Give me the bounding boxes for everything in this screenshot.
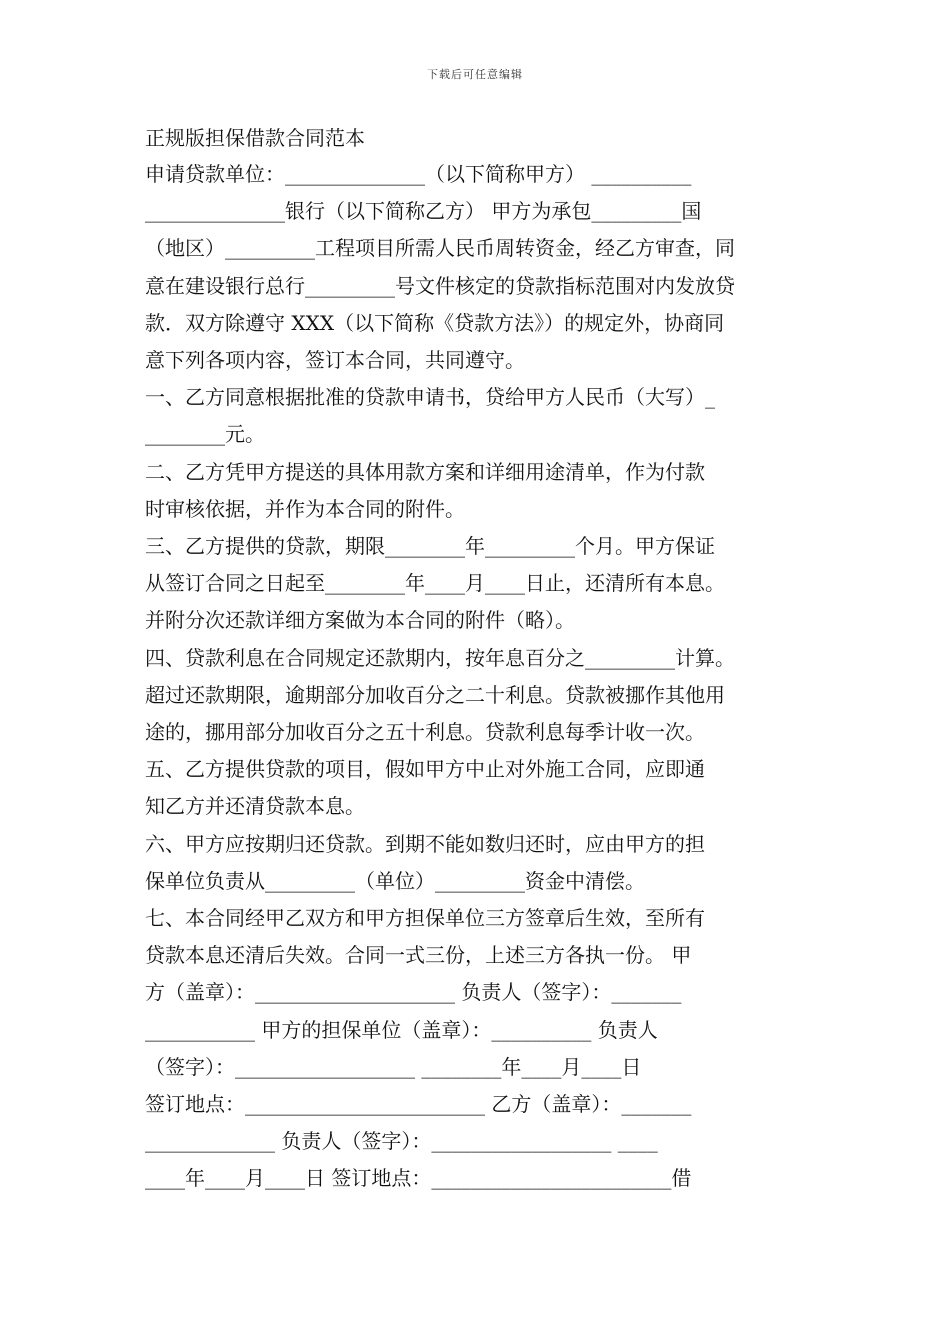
text-line: ________元。 [145,422,265,446]
text-line: 款．双方除遵守 XXX（以下简称《贷款方法》）的规定外，协商同 [145,311,725,335]
text-line: 保单位负责从_________（单位）_________资金中清偿。 [145,869,645,893]
text-line: 申请贷款单位：______________（以下简称甲方） __________ [145,162,692,186]
text-line: （签字）：__________________ ________年____月____日 [145,1055,642,1079]
text-line: 一、乙方同意根据批准的贷款申请书，贷给甲方人民币（大写）_ [145,385,715,409]
text-line: 从签订合同之日起至________年____月____日止，还清所有本息。 [145,571,725,595]
text-line: 签订地点：________________________ 乙方（盖章）：_______ [145,1092,692,1116]
text-line: 六、甲方应按期归还贷款。到期不能如数归还时，应由甲方的担 [145,832,705,856]
text-line: ______________银行（以下简称乙方） 甲方为承包_________国 [145,199,702,223]
text-line: （地区）_________工程项目所需人民币周转资金，经乙方审查，同 [145,236,735,260]
text-line: 二、乙方凭甲方提送的具体用款方案和详细用途清单，作为付款 [145,460,705,484]
text-line: 意在建设银行总行_________号文件核定的贷款指标范围对内发放贷 [145,274,735,298]
text-line: 四、贷款利息在合同规定还款期内，按年息百分之_________计算。 [145,646,735,670]
document-title: 正规版担保借款合同范本 [145,126,365,150]
text-line: 方（盖章）：____________________ 负责人（签字）：_______ [145,980,682,1004]
text-line: _____________ 负责人（签字）：__________________ ____ [145,1129,658,1153]
text-line: 七、本合同经甲乙双方和甲方担保单位三方签章后生效，至所有 [145,906,705,930]
text-line: 五、乙方提供贷款的项目，假如甲方中止对外施工合同，应即通 [145,757,705,781]
text-line: 三、乙方提供的贷款，期限________年_________个月。甲方保证 [145,534,715,558]
text-line: 时审核依据，并作为本合同的附件。 [145,497,465,521]
text-line: 知乙方并还清贷款本息。 [145,794,365,818]
header-note: 下载后可任意编辑 [427,68,523,81]
text-line: ____年____月____日 签订地点：________________________借 [145,1166,692,1190]
text-line: 贷款本息还清后失效。合同一式三份，上述三方各执一份。 甲 [145,943,692,967]
text-line: ___________ 甲方的担保单位（盖章）：__________ 负责人 [145,1018,658,1042]
text-line: 超过还款期限，逾期部分加收百分之二十利息。贷款被挪作其他用 [145,683,725,707]
text-line: 意下列各项内容，签订本合同，共同遵守。 [145,348,525,372]
text-line: 途的，挪用部分加收百分之五十利息。贷款利息每季计收一次。 [145,720,705,744]
text-line: 并附分次还款详细方案做为本合同的附件（略）。 [145,608,575,632]
